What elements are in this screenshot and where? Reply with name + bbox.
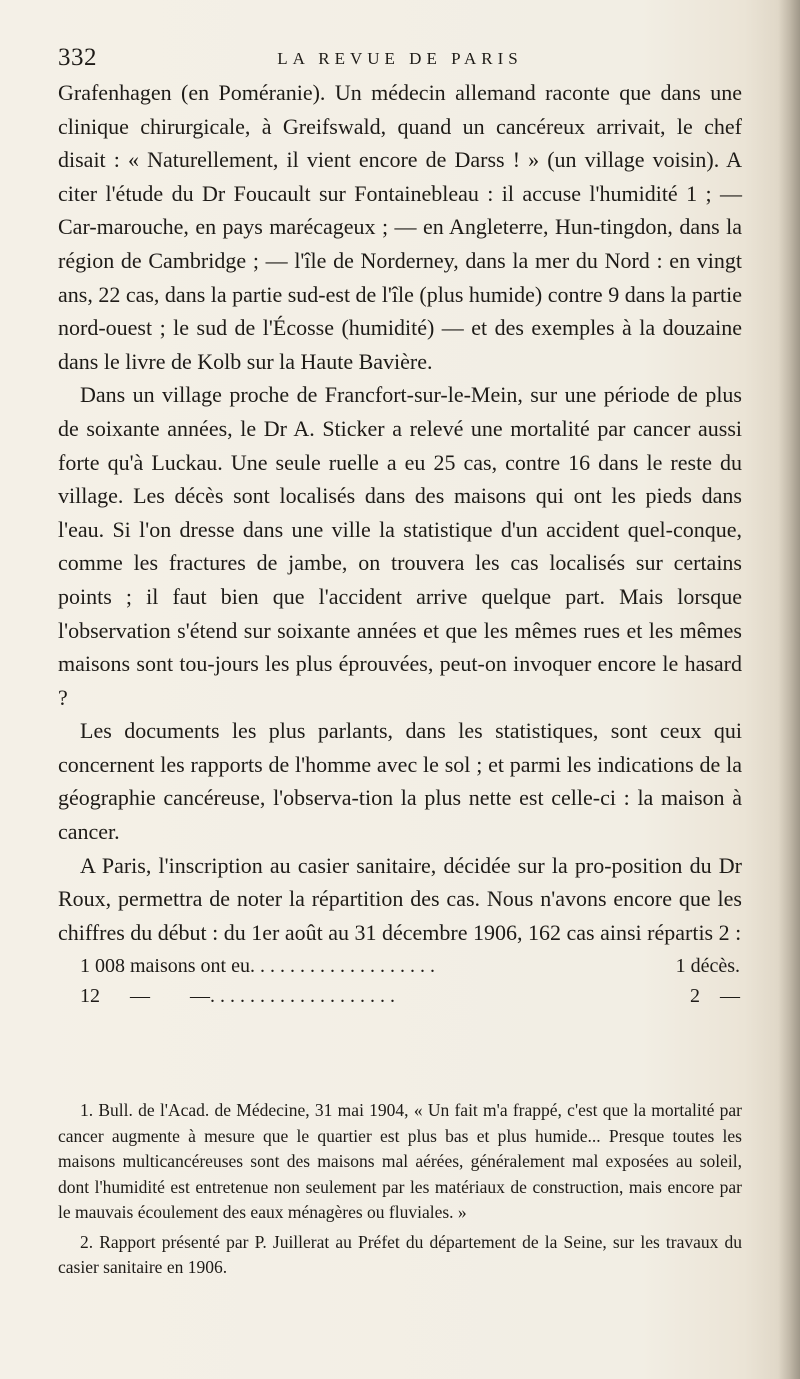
- row-value: 2 —: [690, 985, 740, 1008]
- footnotes: [58, 1098, 742, 1285]
- row-dots: . . . . . . . . . . . . . . . . . . .: [250, 955, 435, 978]
- row-label: 12 — —: [80, 985, 210, 1008]
- row-label: 1 008 maisons ont eu: [80, 955, 250, 978]
- body-text: [58, 76, 742, 1011]
- page-edge-shadow: [778, 0, 800, 1379]
- table-row: [80, 951, 740, 981]
- running-title: LA REVUE DE PARIS: [277, 49, 523, 68]
- paragraph-3: Les documents les plus parlants, dans les statistiques, sont ceux qui concernent les rapports de l'homme avec le sol ; et parmi les indications de la géographie cancéreuse, l'observa-tion la plus nette est celle-ci : la maison à cancer.: [58, 718, 742, 845]
- page-number: 332: [58, 44, 97, 71]
- paragraph-2: Dans un village proche de Francfort-sur-le-Mein, sur une période de plus de soixante années, le Dr A. Sticker a relevé une mortalité par cancer aussi forte qu'à Luckau. Une seule ruelle a eu 25 cas, contre 16 dans le reste du village. Les décès sont localisés dans des maisons qui ont les pieds dans l'eau. Si l'on dresse dans une ville la statistique d'un accident quel-conque, comme les fractures de jambe, on trouvera les cas localisés sur certains points ; il faut bien que l'accident arrive quelque part. Mais lorsque l'observation s'étend sur soixante années et que les mêmes rues et les mêmes maisons sont tou-jours les plus éprouvées, peut-on invoquer encore le hasard ?: [58, 382, 742, 710]
- cases-table: [58, 951, 742, 1011]
- row-value: 1 décès.: [675, 955, 740, 978]
- table-row: [80, 981, 740, 1011]
- row-dots: . . . . . . . . . . . . . . . . . . .: [210, 985, 395, 1008]
- paragraph-4: A Paris, l'inscription au casier sanitaire, décidée sur la pro-position du Dr Roux, permettra de noter la répartition des cas. Nous n'avons encore que les chiffres du début : du 1er août au 31 décembre 1906, 162 cas ainsi répartis 2 :: [58, 852, 742, 945]
- footnote-2: 2. Rapport présenté par P. Juillerat au Préfet du département de la Seine, sur les travaux du casier sanitaire en 1906.: [58, 1231, 742, 1277]
- paragraph-1: Grafenhagen (en Poméranie). Un médecin allemand raconte que dans une clinique chirurgicale, à Greifswald, quand un cancéreux arrivait, le chef disait : « Naturellement, il vient encore de Darss ! » (un village voisin). A citer l'étude du Dr Foucault sur Fontainebleau : il accuse l'humidité 1 ; — Car-marouche, en pays marécageux ; — en Angleterre, Hun-tingdon, dans la région de Cambridge ; — l'île de Norderney, dans la mer du Nord : en vingt ans, 22 cas, dans la partie sud-est de l'île (plus humide) contre 9 dans la partie nord-ouest ; le sud de l'Écosse (humidité) — et des exemples à la douzaine dans le livre de Kolb sur la Haute Bavière.: [58, 80, 742, 374]
- page-header: [58, 44, 742, 78]
- footnote-1: 1. Bull. de l'Acad. de Médecine, 31 mai 1904, « Un fait m'a frappé, c'est que la mortalité par cancer augmente à mesure que le quartier est plus bas et plus humide... Presque toutes les maisons multicancéreuses sont des maisons mal aérées, généralement mal exposées au soleil, dont l'humidité est entretenue non seulement par les matériaux de construction, mais encore par le mauvais écoulement des eaux ménagères ou fluviales. »: [58, 1100, 742, 1222]
